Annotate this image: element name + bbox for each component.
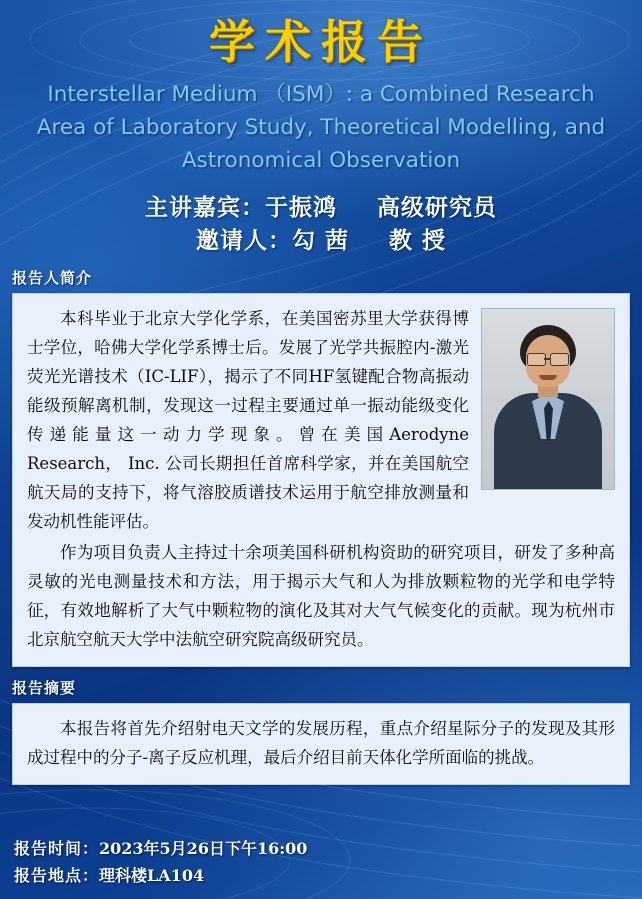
place-label: 报告地点：: [14, 866, 100, 885]
time-value: 2023年5月26日下午16:00: [99, 839, 308, 858]
english-title-line-2: Area of Laboratory Study, Theoretical Modelling, and: [36, 115, 606, 140]
portrait-mouth: [539, 375, 557, 380]
abstract-panel: [12, 703, 630, 785]
bio-paragraph-1: 本科毕业于北京大学化学系，在美国密苏里大学获得博士学位，哈佛大学化学系博士后。发展了光学共振腔内-激光荧光光谱技术（IC-LIF），揭示了不同HF氢键配合物高振动能级预解离机制，发现这一过程主要通过单一振动能级变化传递能量这一动力学现象。曾在美国Aerodyne Research， Inc. 公司长期担任首席科学家，并在美国航空航天局的支持下，将气溶胶质谱技术运用于航空排放测量和发动机性能评估。: [27, 309, 469, 531]
bio-panel: [12, 293, 630, 667]
abstract-paragraph-1: 本报告将首先介绍射电天文学的发展历程，重点介绍星际分子的发现及其形成过程中的分子-离子反应机理，最后介绍目前天体化学所面临的挑战。: [27, 719, 615, 767]
portrait-glasses-right: [550, 353, 569, 366]
bio-heading: 报告人简介: [12, 269, 93, 287]
footer-place-line: [14, 862, 642, 889]
host-name: 勾 茜: [291, 227, 349, 254]
place-value: 理科楼LA104: [99, 866, 205, 885]
english-title-line-3: Astronomical Observation: [181, 148, 461, 173]
title-band: [0, 0, 642, 72]
speaker-label: 主讲嘉宾：: [145, 194, 265, 221]
time-label: 报告时间：: [14, 839, 100, 858]
footer-info: [0, 835, 642, 889]
speaker-portrait: [481, 308, 615, 490]
english-title-line-1: Interstellar Medium （ISM）: a Combined Research: [47, 82, 595, 107]
speaker-line: [0, 191, 642, 224]
footer-time-line: [14, 835, 642, 862]
speaker-info: [0, 191, 642, 257]
host-title: 教 授: [389, 227, 447, 254]
page-title: 学术报告: [209, 15, 433, 69]
bio-paragraph-2: 作为项目负责人主持过十余项美国科研机构资助的研究项目，研发了多种高灵敏的光电测量技术和方法，用于揭示大气和人为排放颗粒物的光学和电学特征，有效地解析了大气中颗粒物的演化及其对大气气候变化的贡献。现为杭州市北京航空航天大学中法航空研究院高级研究员。: [27, 543, 615, 649]
abstract-heading: 报告摘要: [12, 679, 77, 697]
speaker-title: 高级研究员: [377, 194, 497, 221]
host-label: 邀请人：: [195, 227, 292, 254]
english-title: [16, 78, 626, 177]
speaker-name: 于振鸿: [265, 194, 337, 221]
portrait-glasses-bridge: [544, 358, 550, 360]
host-line: [0, 224, 642, 257]
